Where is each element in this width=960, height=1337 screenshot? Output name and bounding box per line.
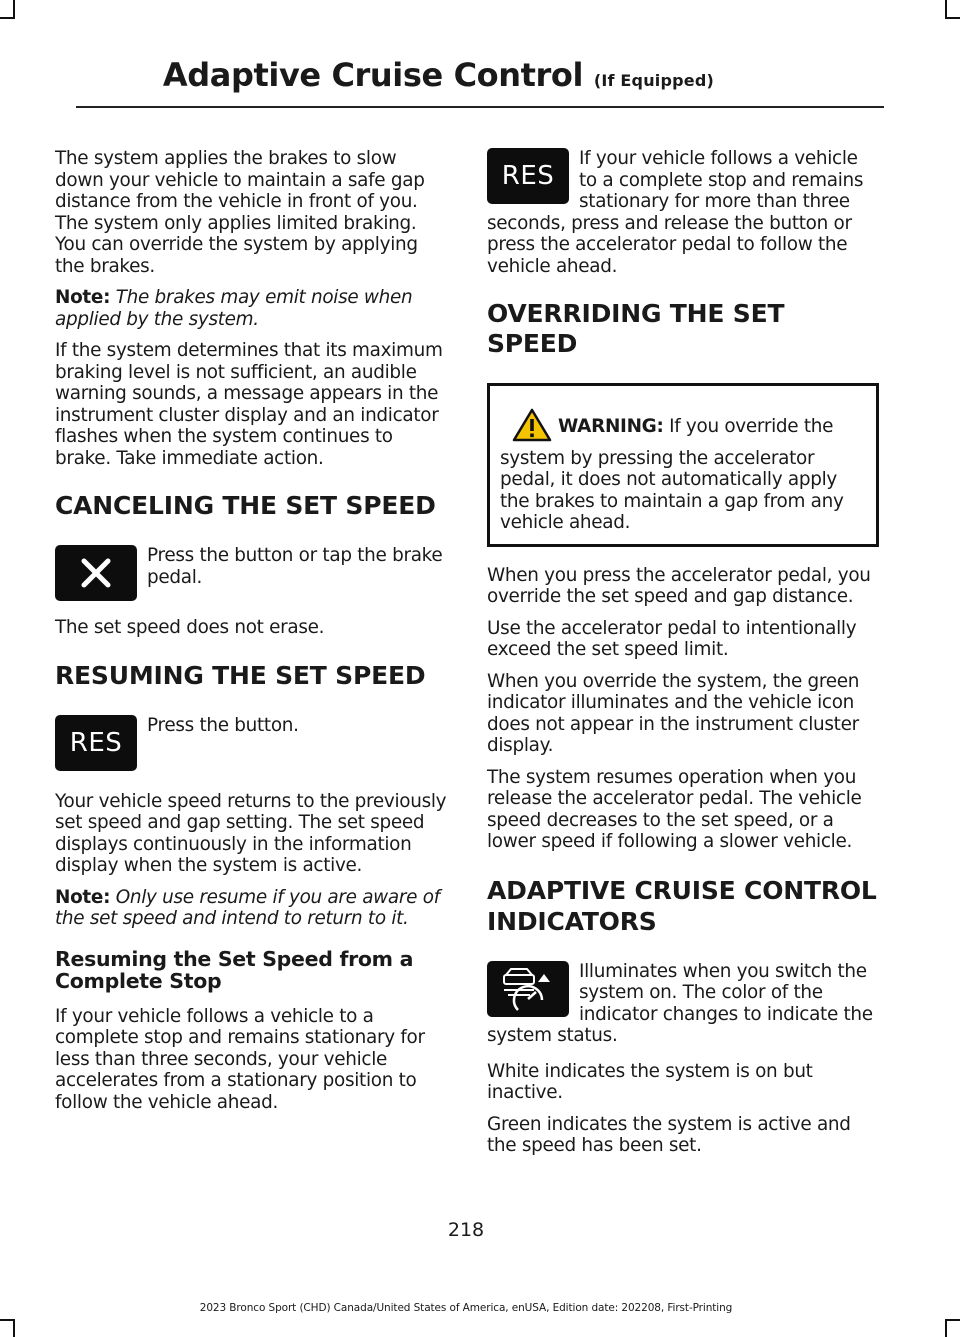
paragraph: When you press the accelerator pedal, you override the set speed and gap distance. — [487, 564, 871, 607]
paragraph: The set speed does not erase. — [55, 617, 325, 638]
page-title — [163, 56, 714, 94]
crop-mark — [13, 1319, 15, 1337]
footer-text: 2023 Bronco Sport (CHD) Canada/United States of America, enUSA, Edition date: 202208, First-Printing — [199, 1302, 733, 1314]
paragraph: When you override the system, the green indicator illuminates and the vehicle icon does not appear in the instrument cluster display. — [487, 670, 860, 756]
res-text: If your vehicle follows a vehicle to a complete stop and remains stationary for more than three seconds, press and release the button or press the accelerator pedal to follow the vehicle ahead. — [487, 148, 864, 277]
note-text: The brakes may emit noise when applied by the system. — [55, 287, 413, 330]
paragraph: If the system determines that its maximum braking level is not sufficient, an audible warning sounds, a message appears in the instrument cluster display and an indicator flashes when the system continues to brake. Take immediate action. — [55, 340, 443, 469]
heading-line: INDICATORS — [487, 906, 657, 936]
right-column — [487, 148, 879, 1167]
paragraph: Green indicates the system is active and the speed has been set. — [487, 1113, 851, 1156]
crop-mark — [945, 1319, 960, 1321]
warning-triangle-icon — [512, 408, 552, 448]
res-instruction — [487, 148, 879, 277]
cancel-text: Press the button or tap the brake pedal. — [147, 545, 443, 588]
paragraph: Use the accelerator pedal to intentionally exceed the set speed limit. — [487, 617, 857, 660]
res-button-icon: RES — [487, 148, 569, 204]
resume-instruction — [55, 715, 447, 777]
paragraph: White indicates the system is on but inactive. — [487, 1060, 813, 1103]
section-heading-indicators — [487, 875, 879, 937]
warning-text: If you override the system by pressing the accelerator pedal, it does not automatically apply the brakes to maintain a gap from any vehicle ahead. — [500, 416, 844, 533]
paragraph: The system applies the brakes to slow down your vehicle to maintain a safe gap distance from the vehicle in front of you. The system only applies limited braking. You can override the system by applying the brakes. — [55, 148, 425, 277]
res-button-icon: RES — [55, 715, 137, 771]
page-number: 218 — [447, 1219, 485, 1241]
section-heading-cancel: CANCELING THE SET SPEED — [55, 491, 436, 520]
subsection-heading: Resuming the Set Speed from a Complete Stop — [55, 946, 414, 993]
section-heading-override: OVERRIDING THE SET SPEED — [487, 299, 785, 358]
warning-label: WARNING: — [558, 416, 664, 437]
crop-mark — [13, 0, 15, 18]
paragraph: The system resumes operation when you release the accelerator pedal. The vehicle speed decreases to the set speed, or a lower speed if following a slower vehicle. — [487, 766, 862, 852]
adaptive-cruise-indicator-icon — [487, 961, 569, 1017]
title-text: Adaptive Cruise Control — [162, 56, 584, 94]
cancel-instruction — [55, 545, 447, 607]
resume-text: Press the button. — [147, 714, 299, 736]
note-label: Note: — [55, 886, 111, 908]
warning-box — [487, 383, 879, 547]
left-column — [55, 148, 447, 1123]
title-subtitle: (If Equipped) — [593, 71, 714, 90]
crop-mark — [945, 0, 947, 18]
cancel-x-icon — [55, 545, 137, 601]
indicator-text: Illuminates when you switch the system on. The color of the indicator changes to indicate the system status. — [487, 960, 873, 1046]
heading-line: ADAPTIVE CRUISE CONTROL — [487, 875, 877, 905]
indicator-instruction — [487, 961, 879, 1047]
crop-mark — [945, 17, 960, 19]
paragraph: Your vehicle speed returns to the previously set speed and gap setting. The set speed displays continuously in the information display when the system is active. — [55, 790, 447, 876]
paragraph: If your vehicle follows a vehicle to a complete stop and remains stationary for less than three seconds, your vehicle accelerates from a stationary position to follow the vehicle ahead. — [55, 1005, 425, 1113]
header-rule — [76, 106, 884, 108]
crop-mark — [0, 1319, 15, 1321]
section-heading-resume: RESUMING THE SET SPEED — [55, 660, 426, 690]
crop-mark — [945, 1319, 947, 1337]
crop-mark — [0, 17, 15, 19]
note-text: Only use resume if you are aware of the set speed and intend to return to it. — [55, 886, 440, 929]
note — [55, 287, 447, 330]
note-label: Note: — [55, 287, 111, 308]
note — [55, 887, 447, 930]
warning-paragraph — [500, 408, 866, 534]
